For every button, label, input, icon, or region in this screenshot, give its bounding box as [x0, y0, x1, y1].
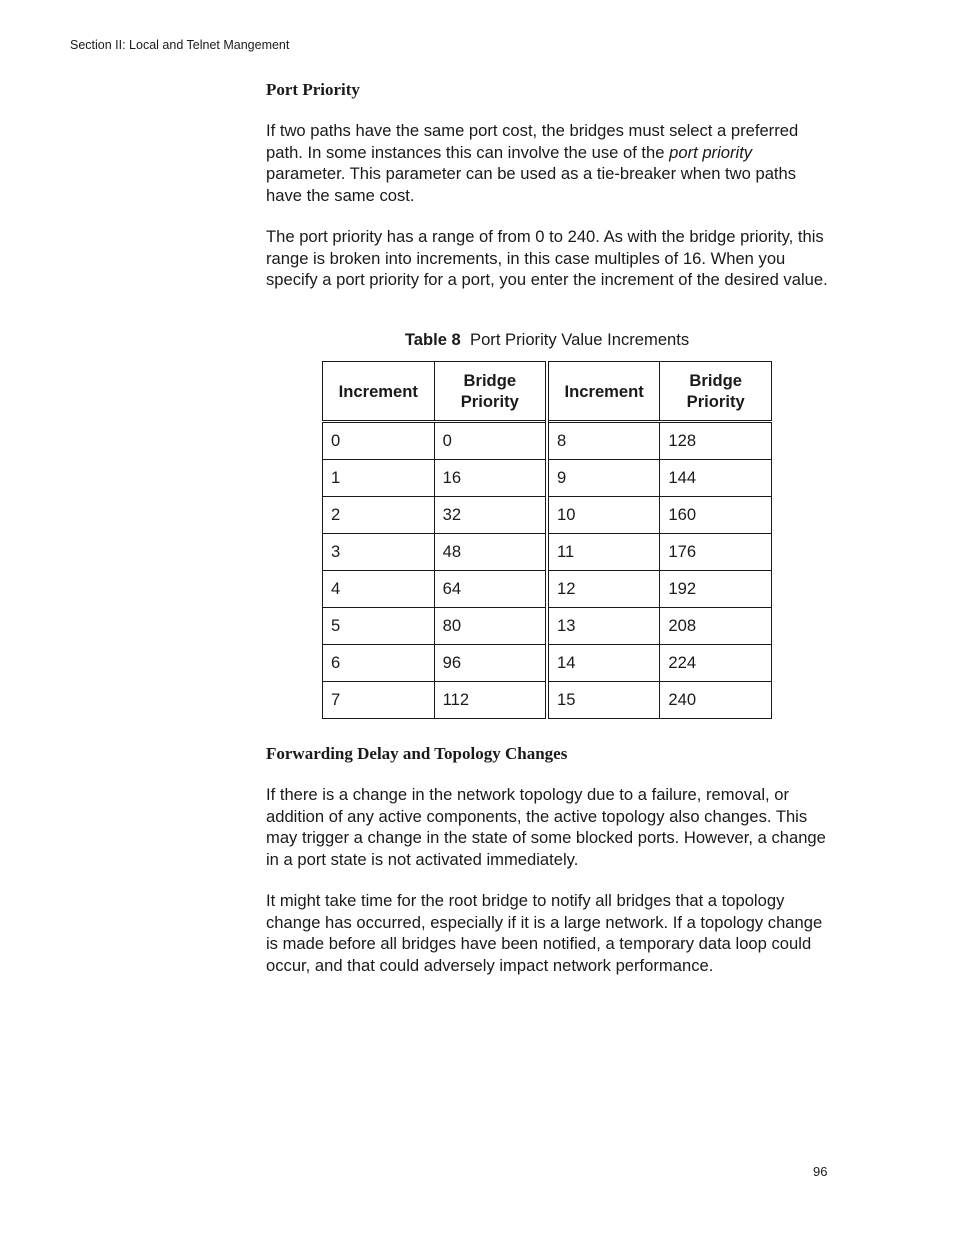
column-header: Increment: [323, 362, 435, 422]
table-cell: 1: [323, 460, 435, 497]
table-row: [323, 534, 772, 571]
running-head: Section II: Local and Telnet Mangement: [70, 38, 290, 52]
table-cell: 4: [323, 571, 435, 608]
table-cell: 13: [547, 608, 660, 645]
table-cell: 2: [323, 497, 435, 534]
table-cell: 7: [323, 682, 435, 719]
table-cell: 11: [547, 534, 660, 571]
table-caption: [322, 330, 772, 350]
column-header: Bridge Priority: [434, 362, 547, 422]
paragraph-text: If two paths have the same port cost, the bridges must select a preferred path. In some instances this can involve the use of the: [266, 121, 799, 162]
table-row: [323, 645, 772, 682]
table-row: [323, 422, 772, 460]
paragraph-port-priority-2: The port priority has a range of from 0 to 240. As with the bridge priority, this range is broken into increments, in this case multiples of 16. When you specify a port priority for a port, you enter the increment of the desired value.: [266, 227, 828, 290]
table-cell: 240: [660, 682, 772, 719]
table-cell: 5: [323, 608, 435, 645]
paragraph-port-priority-1: [266, 120, 832, 207]
table-cell: 8: [547, 422, 660, 460]
table-cell: 9: [547, 460, 660, 497]
table-cell: 224: [660, 645, 772, 682]
table-cell: 144: [660, 460, 772, 497]
table-cell: 96: [434, 645, 547, 682]
table-cell: 3: [323, 534, 435, 571]
table-cell: 160: [660, 497, 772, 534]
table-cell: 0: [323, 422, 435, 460]
table-row: [323, 460, 772, 497]
table-cell: 208: [660, 608, 772, 645]
table-cell: 112: [434, 682, 547, 719]
table-header-row: [323, 362, 772, 422]
page-number: 96: [813, 1164, 828, 1179]
paragraph-text: parameter. This parameter can be used as a tie-breaker when two paths have the same cost.: [266, 164, 797, 206]
heading-forwarding-delay: Forwarding Delay and Topology Changes: [266, 744, 568, 763]
table-cell: 80: [434, 608, 547, 645]
table-cell: 48: [434, 534, 547, 571]
table-caption-text: Port Priority Value Increments: [470, 330, 690, 349]
table-row: [323, 571, 772, 608]
table-cell: 32: [434, 497, 547, 534]
table-cell: 64: [434, 571, 547, 608]
table-cell: 128: [660, 422, 772, 460]
port-priority-table: [322, 361, 772, 719]
table-caption-label: Table 8: [404, 330, 461, 349]
table-cell: 6: [323, 645, 435, 682]
table-cell: 14: [547, 645, 660, 682]
table-cell: 0: [434, 422, 547, 460]
table-cell: 10: [547, 497, 660, 534]
table-cell: 176: [660, 534, 772, 571]
column-header: Increment: [547, 362, 660, 422]
table-row: [323, 497, 772, 534]
heading-port-priority: Port Priority: [266, 80, 360, 99]
paragraph-forwarding-2: It might take time for the root bridge to notify all bridges that a topology change has occurred, especially if it is a large network. If a topology change is made before all bridges have been notified, a temporary data loop could occur, and that could adversely impact network performance.: [266, 891, 823, 976]
table-cell: 12: [547, 571, 660, 608]
column-header: Bridge Priority: [660, 362, 772, 422]
paragraph-forwarding-1: If there is a change in the network topology due to a failure, removal, or addition of any active components, the active topology also changes. This may trigger a change in the state of some blocked ports. However, a change in a port state is not activated immediately.: [266, 785, 826, 870]
table-cell: 192: [660, 571, 772, 608]
table-row: [323, 608, 772, 645]
table-cell: 16: [434, 460, 547, 497]
emphasis-port-priority: port priority: [669, 142, 753, 162]
table-cell: 15: [547, 682, 660, 719]
table-row: [323, 682, 772, 719]
